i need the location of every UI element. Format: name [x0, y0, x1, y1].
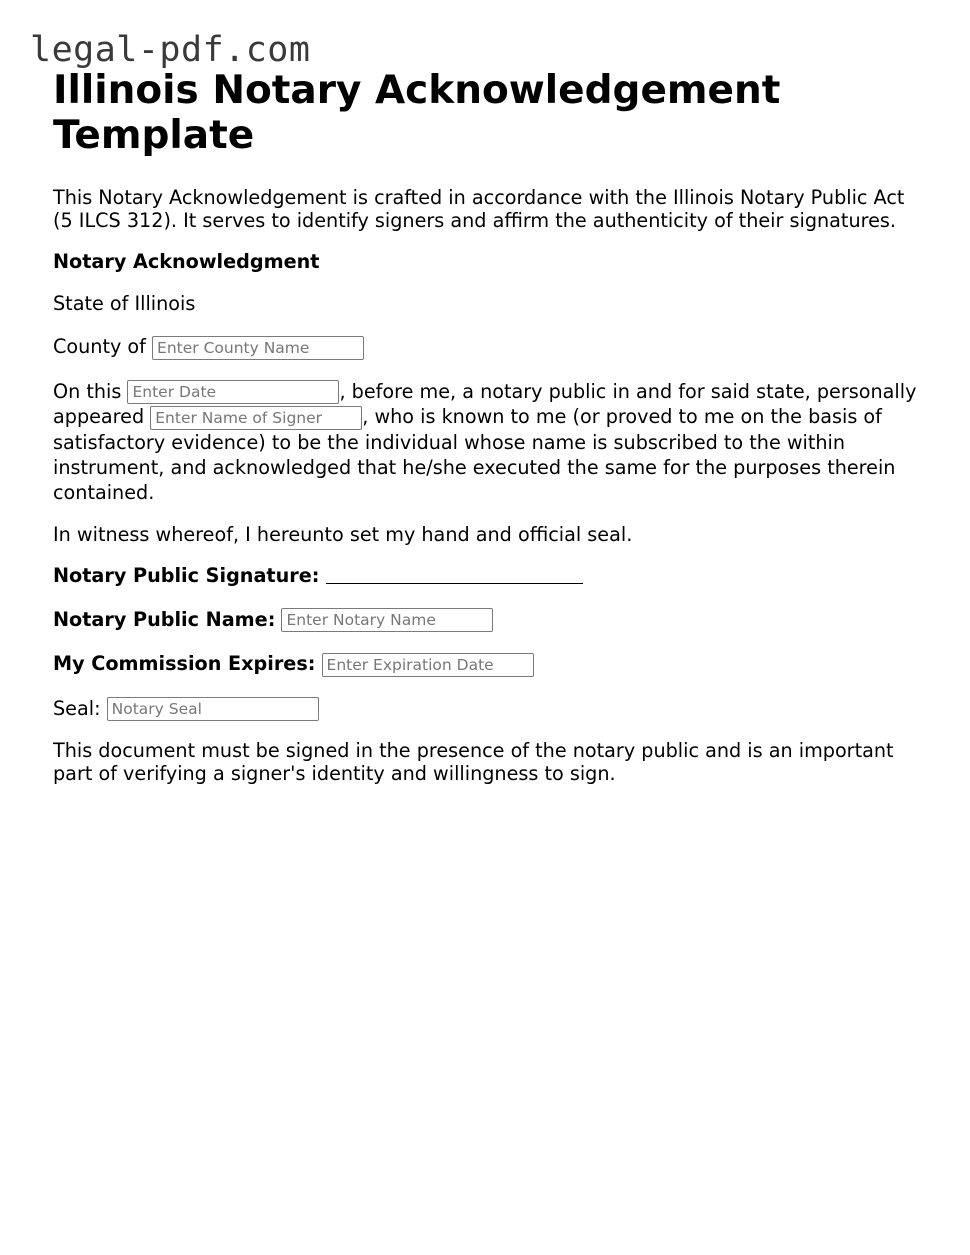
commission-row — [53, 651, 923, 677]
seal-label: Seal: — [53, 696, 101, 720]
signer-name-input[interactable] — [150, 406, 362, 430]
footer-paragraph: This document must be signed in the presence of the notary public and is an important part of verifying a signer's identity and willingness to sign. — [53, 739, 894, 785]
body-prefix: On this — [53, 379, 122, 403]
page-title: Illinois Notary Acknowledgement Template — [53, 68, 781, 158]
site-watermark: legal-pdf.com — [30, 30, 311, 70]
witness-line: In witness whereof, I hereunto set my hand and official seal. — [53, 522, 633, 546]
signature-line[interactable] — [326, 565, 583, 584]
intro-paragraph: This Notary Acknowledgement is crafted in accordance with the Illinois Notary Public Act (5 ILCS 312). It serves to identify signers and affirm the authenticity of their signatures. — [53, 186, 905, 232]
county-input[interactable] — [152, 336, 364, 360]
date-input[interactable] — [127, 380, 339, 404]
state-line: State of Illinois — [53, 291, 196, 315]
signature-row — [53, 565, 923, 588]
seal-row — [53, 696, 923, 722]
body-suffix: , who is known to me (or proved to me on the basis of satisfactory evidence) to be the individual whose name is subscribed to the within instrument, and acknowledged that he/she executed the same for the purposes therein contained. — [53, 405, 896, 504]
acknowledgment-paragraph — [53, 379, 923, 505]
document-body — [53, 68, 923, 785]
section-heading: Notary Acknowledgment — [53, 250, 320, 273]
body-middle: , before me, a notary public in and for said state, personally appeared — [53, 379, 917, 428]
county-label: County of — [53, 335, 146, 358]
notary-seal-input[interactable] — [107, 697, 319, 721]
commission-label: My Commission Expires: — [53, 652, 316, 675]
notary-name-row — [53, 607, 923, 633]
commission-expiration-input[interactable] — [322, 653, 534, 677]
signature-label: Notary Public Signature: — [53, 564, 320, 587]
county-row — [53, 334, 923, 360]
notary-name-label: Notary Public Name: — [53, 607, 276, 631]
notary-name-input[interactable] — [281, 608, 493, 632]
